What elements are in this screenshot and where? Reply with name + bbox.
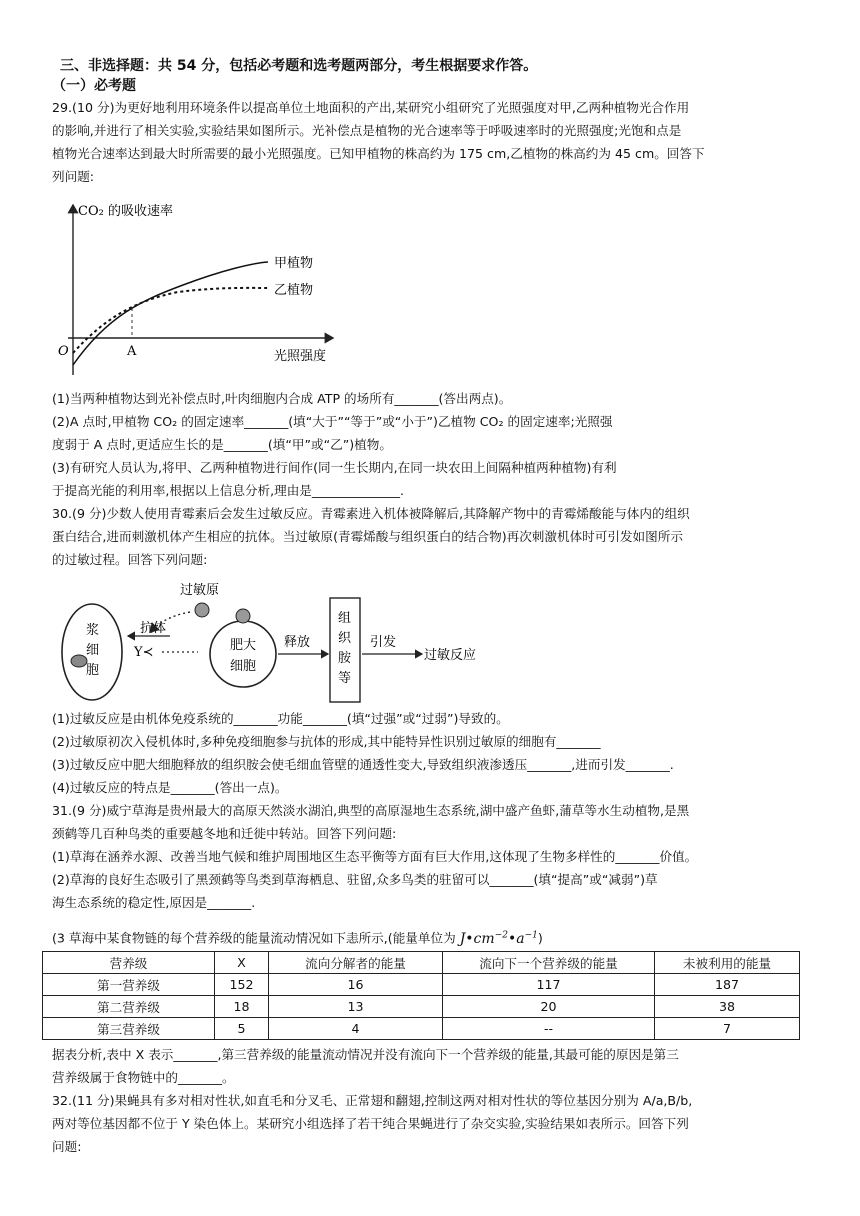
table-cell: 13: [269, 996, 443, 1018]
plasma-cell-nucleus: [71, 655, 87, 667]
table-cell: 第二营养级: [43, 996, 215, 1018]
q31-question: (2)草海的良好生态吸引了黑颈鹤等鸟类到草海栖息、驻留,众多鸟类的驻留可以_______(填“提高”或“减弱”)草: [52, 872, 658, 887]
q32-stem-line: 32.(11 分)果蝇具有多对相对性状,如直毛和分叉毛、正常翅和翻翅,控制这两对相对性状的等位基因分别为 A/a,B/b,: [52, 1093, 693, 1108]
antibody-symbol: Y≺: [134, 645, 154, 660]
table-cell: 18: [215, 996, 269, 1018]
table-cell: 16: [269, 974, 443, 996]
table-cell: 7: [655, 1018, 800, 1040]
histamine-label: 胺: [338, 651, 352, 666]
release-label: 释放: [284, 635, 311, 650]
allergy-process-figure: [50, 576, 500, 708]
table-cell: 5: [215, 1018, 269, 1040]
q31-after-table: 营养级属于食物链中的_______。: [52, 1070, 235, 1085]
q29-question: 度弱于 A 点时,更适应生长的是_______(填“甲”或“乙”)植物。: [52, 437, 392, 452]
yi-plant-curve: [73, 288, 268, 353]
table-cell: 117: [443, 974, 655, 996]
q31-stem-line: 31.(9 分)威宁草海是贵州最大的高原天然淡水湖泊,典型的高原湿地生态系统,湖中盛产鱼虾,蒲草等水生动植物,是黑: [52, 803, 690, 818]
q30-question: (1)过敏反应是由机体免疫系统的_______功能_______(填“过强”或“过弱”)导致的。: [52, 711, 509, 726]
table-header-row: [43, 952, 800, 974]
y-axis-label: CO₂ 的吸收速率: [78, 204, 173, 219]
q29-question: (3)有研究人员认为,将甲、乙两种植物进行间作(同一生长期内,在同一块农田上间隔种植两种植物)有利: [52, 460, 617, 475]
table-cell: 152: [215, 974, 269, 996]
jia-plant-label: 甲植物: [274, 256, 314, 271]
table-cell: 187: [655, 974, 800, 996]
table-cell: 20: [443, 996, 655, 1018]
q30-stem-line: 30.(9 分)少数人使用青霉素后会发生过敏反应。青霉素进入机体被降解后,其降解产物中的青霉烯酸能与体内的组织: [52, 506, 690, 521]
q29-stem-line: 29.(10 分)为更好地利用环境条件以提高单位土地面积的产出,某研究小组研究了光照强度对甲,乙两种植物光合作用: [52, 100, 690, 115]
mast-cell-label: 细胞: [230, 659, 257, 674]
q31-part3-text: (3 草海中某食物链的每个营养级的能量流动情况如下恚所示,(能量单位为: [52, 930, 456, 946]
table-cell: --: [443, 1018, 655, 1040]
q29-stem-line: 列问题:: [52, 169, 95, 184]
allergen-label: 过敏原: [180, 583, 220, 598]
q29-question: 于提高光能的利用率,根据以上信息分析,理由是______________.: [52, 483, 405, 498]
table-row: [43, 1018, 800, 1040]
table-cell: 第三营养级: [43, 1018, 215, 1040]
section-heading: 三、非选择题：共 54 分，包括必考题和选考题两部分，考生根据要求作答。: [60, 58, 538, 74]
q31-part3-stem: (3 草海中某食物链的每个营养级的能量流动情况如下恚所示,(能量单位为 $J•cm^{-2}•a^{-1}$): [52, 930, 543, 947]
origin-label: O: [58, 344, 69, 359]
q30-question: (2)过敏原初次入侵机体时,多种免疫细胞参与抗体的形成,其中能特异性识别过敏原的细胞有_______: [52, 734, 601, 749]
yi-plant-label: 乙植物: [274, 283, 314, 298]
q31-after-table: 据表分析,表中 X 表示_______,第三营养级的能量流动情况并没有流向下一个营养级的能量,其最可能的原因是第三: [52, 1047, 679, 1062]
reaction-label: 过敏反应: [424, 648, 477, 663]
q29-question: (2)A 点时,甲植物 CO₂ 的固定速率_______(填“大于”“等于”或“小于”)乙植物 CO₂ 的固定速率;光照强: [52, 414, 613, 429]
table-header-cell: 营养级: [43, 952, 215, 974]
histamine-label: 织: [338, 631, 352, 646]
q30-question: (4)过敏反应的特点是_______(答出一点)。: [52, 780, 288, 795]
mast-cell-label: 肥大: [230, 638, 257, 653]
jia-plant-curve: [73, 262, 268, 365]
histamine-label: 等: [338, 671, 352, 686]
table-row: [43, 974, 800, 996]
plasma-cell-label: 细: [86, 643, 100, 658]
q30-stem-line: 蛋白结合,进而刺激机体产生相应的抗体。当过敏原(青霉烯酸与组织蛋白的结合物)再次刺激机体时可引发如图所示: [52, 529, 683, 544]
antibody-label: 抗体: [140, 621, 167, 636]
point-a-label: A: [127, 344, 137, 359]
section-subheading: （一）必考题: [52, 78, 136, 94]
q29-question: (1)当两种植物达到光补偿点时,叶肉细胞内合成 ATP 的场所有_______(答出两点)。: [52, 391, 512, 406]
table-header-cell: X: [215, 952, 269, 974]
table-header-cell: 流向下一个营养级的能量: [443, 952, 655, 974]
q29-stem-line: 植物光合速率达到最大时所需要的最小光照强度。已知甲植物的株高约为 175 cm,乙植物的株高约为 45 cm。回答下: [52, 146, 705, 161]
mast-cell: [210, 621, 276, 687]
q30-question: (3)过敏反应中肥大细胞释放的组织胺会使毛细血管壁的通透性变大,导致组织液渗透压_______,进而引发_______.: [52, 757, 674, 772]
q31-stem-line: 颈鹤等几百种鸟类的重要越冬地和迁徙中转站。回答下列问题:: [52, 826, 397, 841]
q31-question: (1)草海在涵养水源、改善当地气候和维护周围地区生态平衡等方面有巨大作用,这体现了生物多样性的_______价值。: [52, 849, 698, 864]
q30-stem-line: 的过敏过程。回答下列问题:: [52, 552, 208, 567]
plasma-cell-label: 浆: [86, 623, 100, 638]
table-row: [43, 996, 800, 1018]
table-cell: 第一营养级: [43, 974, 215, 996]
table-cell: 4: [269, 1018, 443, 1040]
energy-flow-table: [42, 951, 800, 1040]
q32-stem-line: 问题:: [52, 1139, 82, 1154]
allergen-particle: [195, 603, 209, 617]
table-header-cell: 未被利用的能量: [655, 952, 800, 974]
q29-stem-line: 的影响,并进行了相关实验,实验结果如图所示。光补偿点是植物的光合速率等于呼吸速率时的光照强度;光饱和点是: [52, 123, 682, 138]
table-cell: 38: [655, 996, 800, 1018]
q31-question: 海生态系统的稳定性,原因是_______.: [52, 895, 256, 910]
histamine-label: 组: [338, 611, 352, 626]
energy-unit: $J•cm^{-2}•a^{-1}$: [459, 930, 538, 947]
q32-stem-line: 两对等位基因都不位于 Y 染色体上。某研究小组选择了若干纯合果蝇进行了杂交实验,实验结果如表所示。回答下列: [52, 1116, 689, 1131]
light-response-figure: [48, 195, 348, 380]
x-axis-label: 光照强度: [274, 349, 327, 364]
bound-allergen: [236, 609, 250, 623]
trigger-label: 引发: [370, 635, 397, 650]
table-header-cell: 流向分解者的能量: [269, 952, 443, 974]
plasma-cell-label: 胞: [86, 663, 100, 678]
